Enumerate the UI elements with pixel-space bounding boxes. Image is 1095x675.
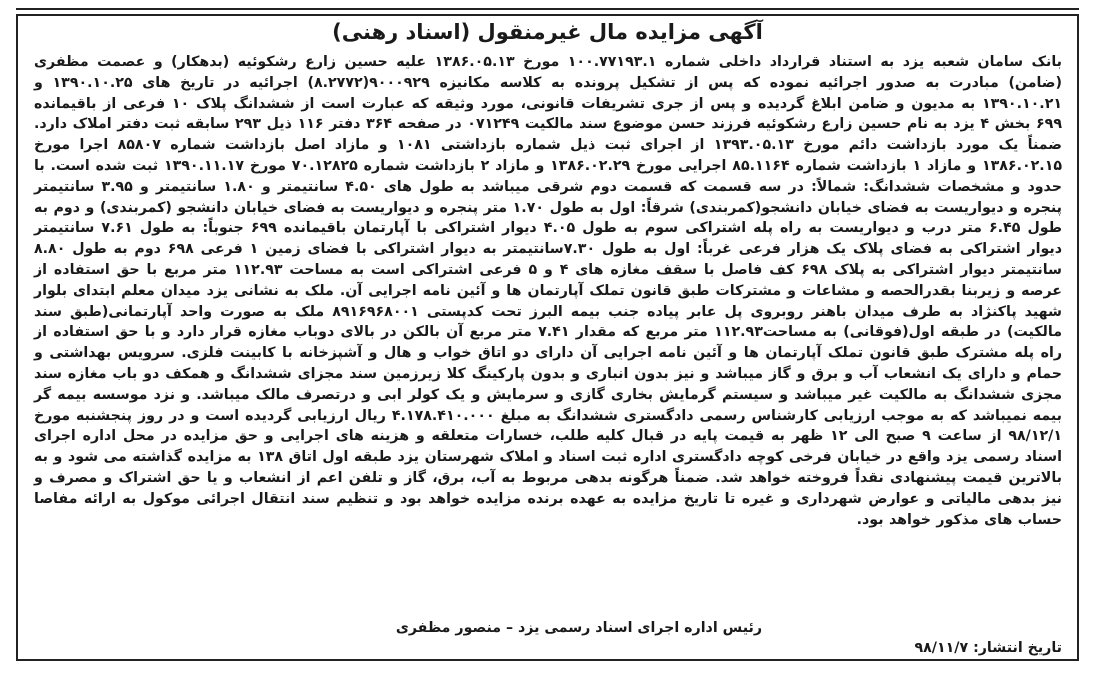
- publish-date: تاریخ انتشار: ۹۸/۱۱/۷: [914, 640, 1062, 656]
- top-border-strip: [16, 0, 1079, 10]
- notice-footer: [34, 618, 1062, 658]
- notice-body: بانک سامان شعبه یزد به استناد قرارداد داخلی شماره ۱۰۰.۷۷۱۹۳.۱ مورخ ۱۳۸۶.۰۵.۱۳ علیه حسین زارع رشکوئیه (بدهکار) و عصمت مظفری (ضامن) مبادرت به صدور اجرائیه نموده که پس از تشکیل پرونده به کلاسه مکانیزه ۹۰۰۰۹۲۹(۸.۲۷۷۲) اجرائیه در تاریخ های ۱۳۹۰.۱۰.۲۵ و ۱۳۹۰.۱۰.۲۱ به مدیون و ضامن ابلاغ گردیده و پس از جری تشریفات قانونی، مورد وثیقه که عبارت است از ششدانگ پلاک ۱۰ فرعی از باقیمانده ۶۹۹ بخش ۴ یزد به نام حسین زارع رشکوئیه فرزند حسن موضوع سند مالکیت ۰۷۱۲۴۹ در صفحه ۳۶۴ دفتر ۱۱۶ ذیل ۲۹۳ سابقه ثبت دفتر املاک دارد. ضمناً یک مورد بازداشت دائم مورخ ۱۳۹۳.۰۵.۱۳ از اجرای ثبت ذیل شماره بازداشتی ۱۰۸۱ و مازاد اصل بازداشت شماره ۸۵۸۰۷ اجرا مورخ ۱۳۸۶.۰۲.۱۵ و مازاد ۱ بازداشت شماره ۸۵.۱۱۶۴ اجرایی مورخ ۱۳۸۶.۰۲.۲۹ و مازاد ۲ بازداشت شماره ۷۰.۱۲۸۲۵ مورخ ۱۳۹۰.۱۱.۱۷ ثبت شده است. با حدود و مشخصات ششدانگ: شمالاً: در سه قسمت که قسمت دوم شرقی میباشد به طول های ۴.۵۰ سانتیمتر و ۱.۸۰ سانتیمتر و ۳.۹۵ سانتیمتر پنجره و دیواریست به فضای خیابان دانشجو(کمربندی) شرقاً: اول به طول ۱.۷۰ متر پنجره و دیواریست به فضای خیابان دانشجو (کمربندی) و دوم به طول ۶.۴۵ متر درب و دیواریست به راه پله اشتراکی سوم به طول ۴.۰۵ دیوار اشتراکی با آپارتمان باقیمانده ۶۹۹ جنوباً: به طول ۷.۶۱ سانتیمتر دیوار اشتراکی به فضای پلاک یک هزار فرعی غرباً: اول به طول ۷.۳۰سانتیمتر به دیوار اشتراکی با فضای زمین ۱ فرعی ۶۹۸ دوم به طول ۸.۸۰ سانتیمتر دیوار اشتراکی به پلاک ۶۹۸ کف فاصل با سقف مغازه های ۴ و ۵ فرعی اشتراکی است به مساحت ۱۱۲.۹۳ متر مربع با حق استفاده از عرصه و زیربنا بقدرالحصه و مشاعات و مشترکات طبق قانون تملک آپارتمان ها و آئین نامه اجرایی آن. ملک به نشانی یزد میدان معلم ابتدای بلوار شهید پاکنژاد به طرف میدان باهنر روبروی پل عابر پیاده جنب بیمه البرز تحت کدپستی ۸۹۱۶۹۶۸۰۰۱ ملک به صورت واحد آپارتمانی(طبق سند مالکیت) در طبقه اول(فوقانی) به مساحت۱۱۲.۹۳ متر مربع که مقدار ۷.۴۱ متر مربع آن بالکن در بالای دوباب مغازه قرار دارد و با حق استفاده از راه پله مشترک طبق قانون تملک آپارتمان ها و آئین نامه اجرایی آن دارای دو اتاق خواب و هال و آشپزخانه با کابینت فلزی. سرویس بهداشتی و حمام و دارای یک انشعاب آب و برق و گاز میباشد و نیز بدون انباری و بدون پارکینگ کلا زیرزمین سند مجزای ششدانگ و همکف دو باب مغازه سند مجزی ششدانگ به مالکیت غیر میباشد و سیستم گرمایش بخاری گازی و سرمایش و یک کولر ابی و درتصرف مالک میباشد. و نزد موسسه بیمه گر بیمه نمیباشد که به موجب ارزیابی کارشناس رسمی دادگستری ششدانگ به مبلغ ۴.۱۷۸.۴۱۰.۰۰۰ ریال ارزیابی گردیده است و در روز پنجشنبه مورخ ۹۸/۱۲/۱ از ساعت ۹ صبح الی ۱۲ ظهر به قیمت پایه در قبال کلیه طلب، خسارات متعلقه و هزینه های اجرایی و حق مزایده در محل اداره اجرای اسناد رسمی یزد واقع در خیابان فرخی کوچه دادگستری اداره ثبت اسناد و املاک شهرستان یزد طبقه اول اتاق ۱۳۸ به مزایده گذاشته می شود و به بالاترین قیمت پیشنهادی نقداً فروخته خواهد شد. ضمناً هرگونه بدهی مربوط به آب، برق، گاز و تلفن اعم از انشعاب و یا حق اشتراک و مصرف و نیز بدهی مالیاتی و عوارض شهرداری و غیره تا تاریخ مزایده به عهده برنده مزایده خواهد بود و تنظیم سند انتقال اجرائی موکول به ارائه مفاصا حساب های مذکور خواهد بود.: [34, 54, 1063, 528]
- notice-title: آگهی مزایده مال غیرمنقول (اسناد رهنی): [332, 20, 763, 44]
- signature: رئیس اداره اجرای اسناد رسمی یزد – منصور مظفری: [395, 620, 762, 636]
